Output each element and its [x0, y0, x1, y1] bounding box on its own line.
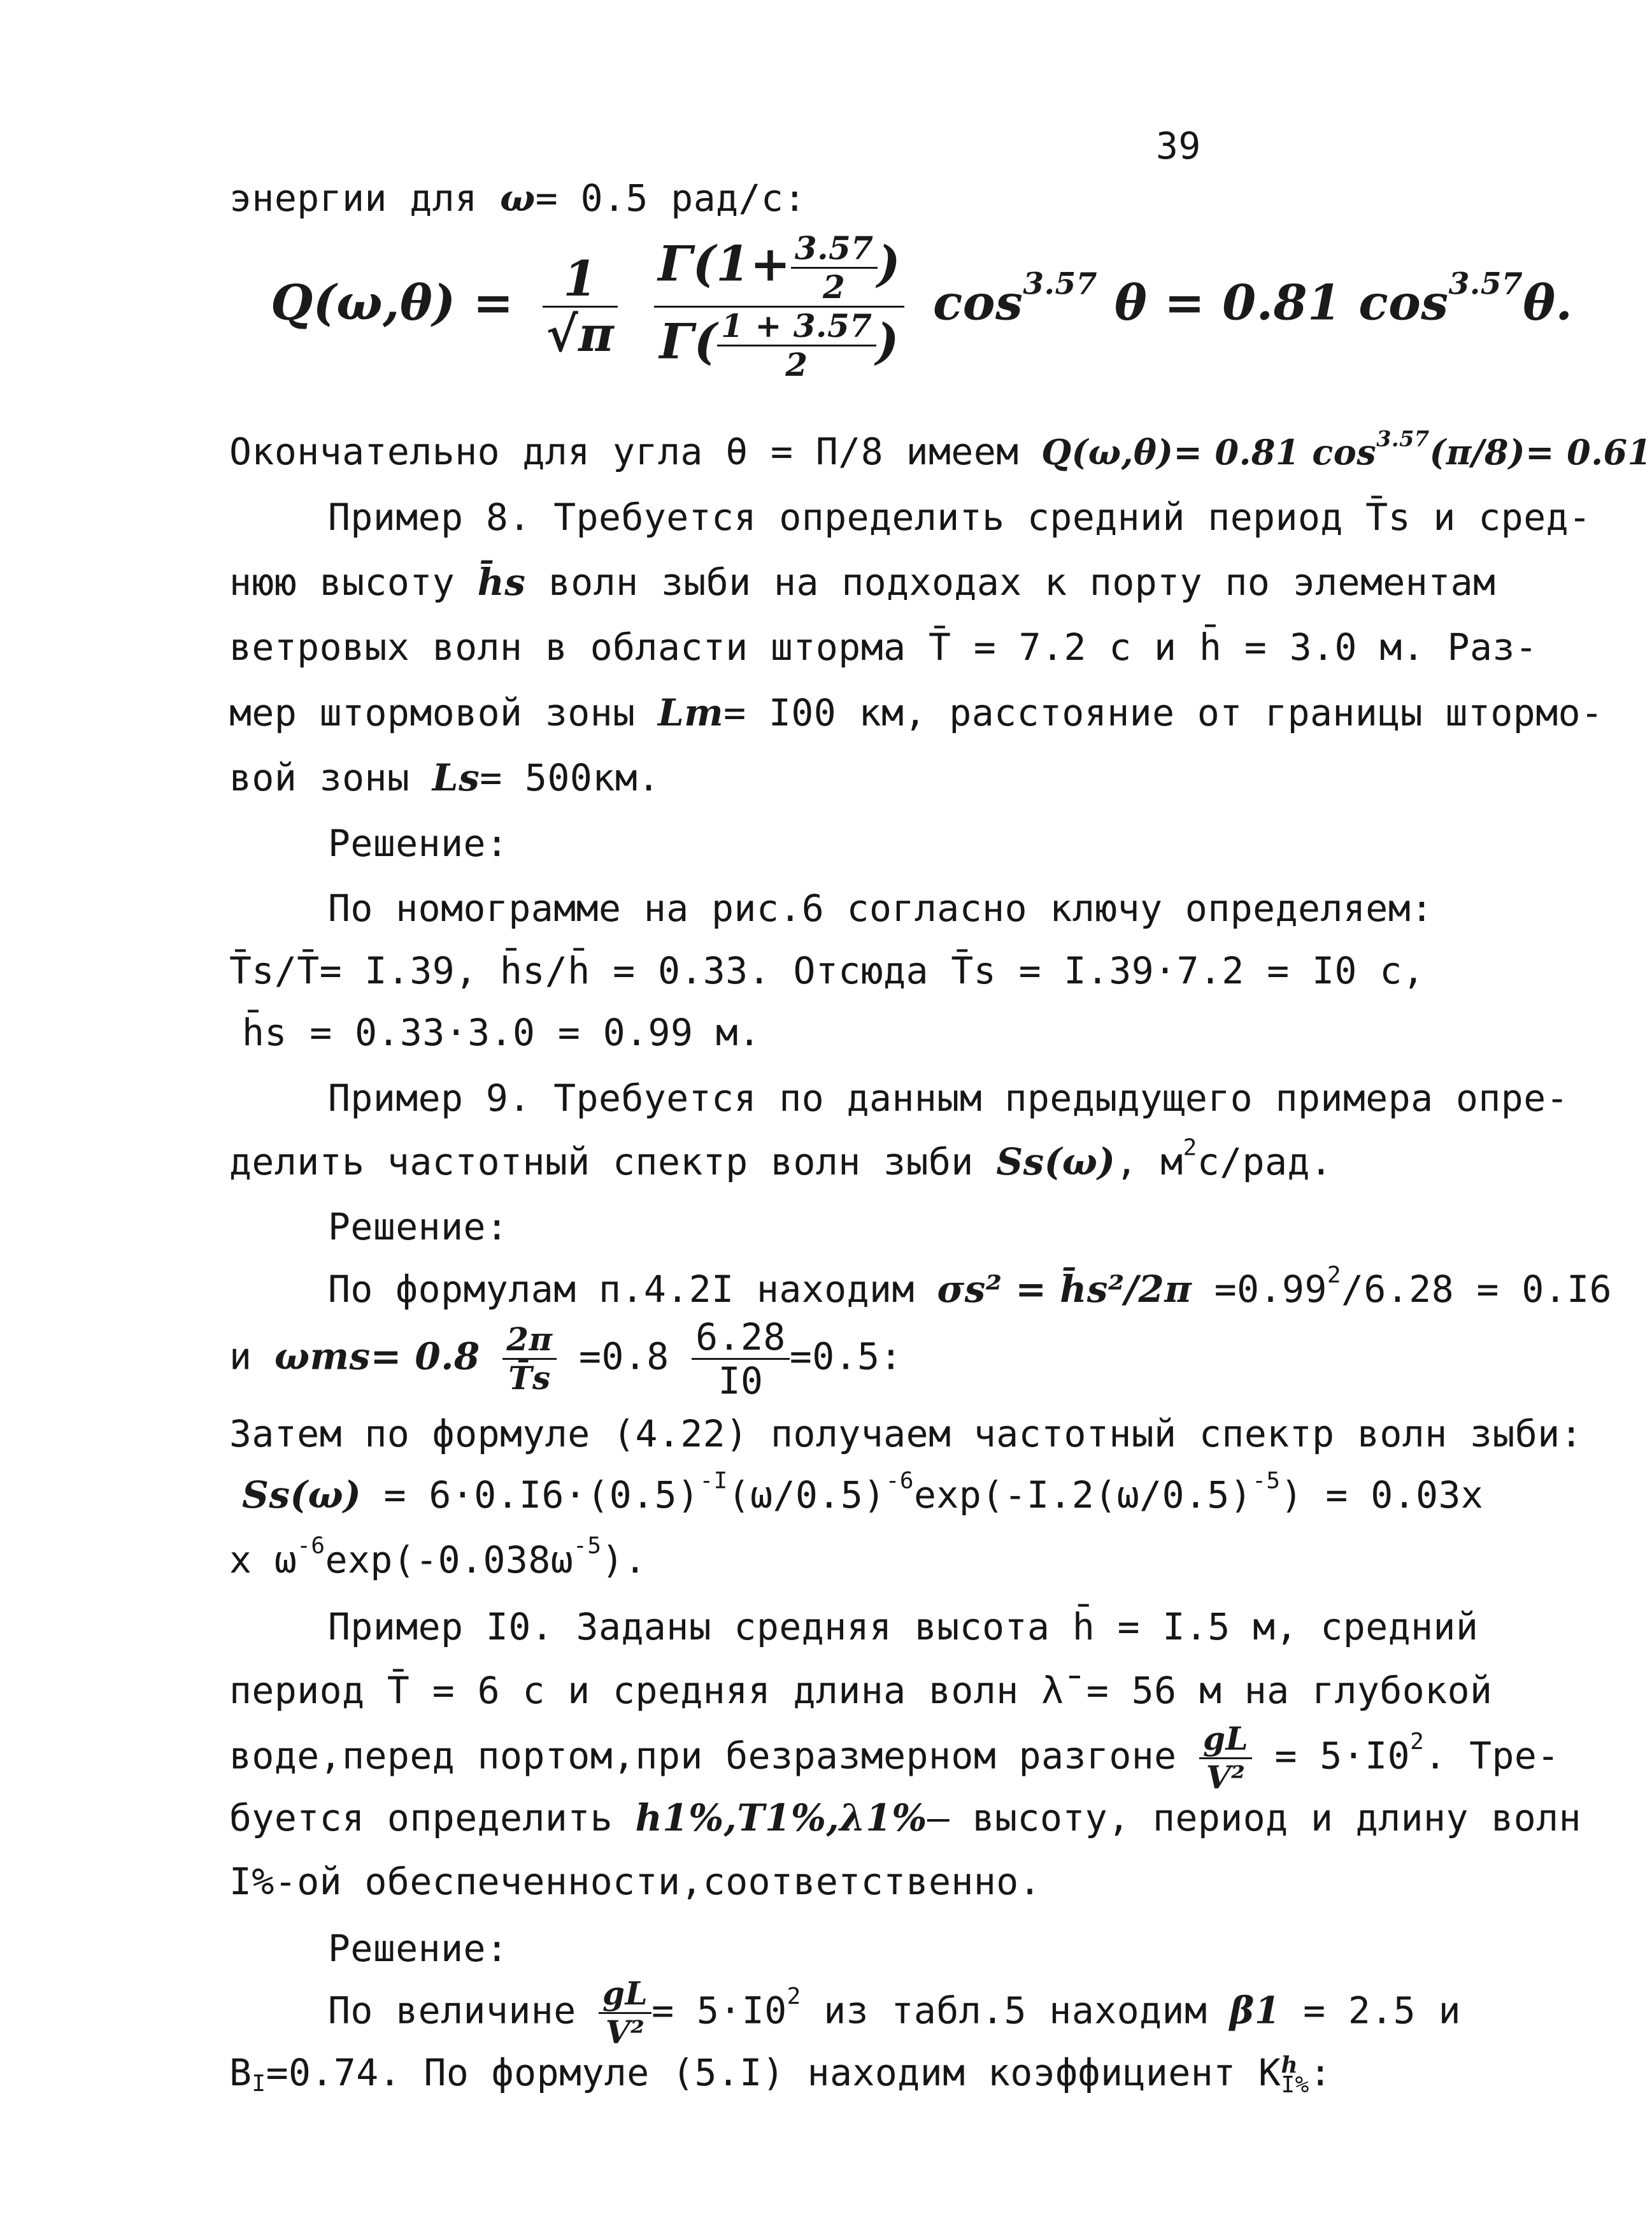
- line-26-text-a: По величине: [328, 1989, 599, 2032]
- line-25: Решение:: [328, 1927, 509, 1970]
- line-7-text-a: вой зоны: [229, 756, 432, 799]
- line-19-sup-2: -5: [573, 1532, 602, 1559]
- line-2-formula-a: Q(ω,θ)= 0.81 cos: [1041, 432, 1377, 473]
- gamma-den-inner-n: 1 + 3.57: [717, 310, 876, 346]
- k-coef-index: [1281, 2051, 1309, 2098]
- line-27: [229, 2051, 1332, 2098]
- gamma-den-inner-d: 2: [785, 346, 808, 383]
- formula-mid: θ = 0.81 cos: [1114, 274, 1449, 331]
- line-13-text-b: , м: [1115, 1140, 1183, 1183]
- line-21: период T̄ = 6 с и средняя длина волн λ̄ = 56 м на глубокой: [229, 1669, 1493, 1712]
- line-22-text-b: = 5·I0: [1252, 1734, 1411, 1778]
- line-22-frac-den: V²: [1206, 1759, 1246, 1796]
- sigma-formula: σs² = h̄s²/2π: [937, 1267, 1192, 1311]
- spectrum-symbol-2: Ss(ω): [242, 1473, 362, 1517]
- line-2-formula: [1041, 426, 1652, 473]
- line-15-text-b: =0.99: [1192, 1267, 1327, 1311]
- line-26: [328, 1974, 1462, 2051]
- gamma-den-a: Γ(: [659, 313, 718, 370]
- frac-den-sqrtpi: √π: [546, 306, 615, 362]
- line-26-frac: [599, 1974, 652, 2051]
- line-18-sup-3: -5: [1252, 1467, 1281, 1494]
- frac-den-gamma: [654, 308, 904, 381]
- line-7: [229, 756, 660, 799]
- line-7-text-b: = 500км.: [480, 756, 660, 799]
- line-11: h̄s = 0.33·3.0 = 0.99 м.: [242, 1011, 761, 1054]
- line-27-text-a: B: [229, 2051, 252, 2094]
- line-13-sup: 2: [1183, 1134, 1197, 1161]
- omega-symbol: ω: [500, 176, 536, 220]
- line-2: [229, 426, 1652, 473]
- formula-q-theta: [271, 229, 1573, 383]
- line-18-sup-1: -I: [699, 1467, 728, 1494]
- line-1: [229, 176, 806, 220]
- line-3: Пример 8. Требуется определить средний период T̄s и сред-: [328, 496, 1591, 539]
- line-13: [229, 1134, 1333, 1183]
- line-22-text-c: . Тре-: [1424, 1734, 1560, 1778]
- line-12: Пример 9. Требуется по данным предыдущего примера опре-: [328, 1076, 1569, 1120]
- line-26-text-c: из табл.5 находим: [801, 1989, 1230, 2032]
- k-coef-sup: h: [1281, 2051, 1299, 2078]
- line-13-text-c: с/рад.: [1197, 1140, 1333, 1183]
- line-15: [328, 1262, 1613, 1311]
- line-1-text-b: = 0.5 рад/с:: [535, 176, 806, 220]
- line-15-sup: 2: [1327, 1262, 1342, 1289]
- line-2-formula-exp: 3.57: [1376, 426, 1430, 452]
- line-20: Пример I0. Заданы средняя высота h̄ = I.5 м, средний: [328, 1605, 1479, 1648]
- line-19-text-b: exp(-0.038ω: [325, 1538, 574, 1582]
- gamma-num-inner-frac: [791, 229, 878, 306]
- gamma-den-b: ): [876, 313, 899, 370]
- line-1-text-a: энергии для: [229, 176, 501, 220]
- line-27-text-b: =0.74. По формуле (5.I) находим коэффициент K: [266, 2051, 1281, 2094]
- line-19-sup-1: -6: [297, 1532, 325, 1559]
- line-17: Затем по формуле (4.22) получаем частотный спектр волн зыби:: [229, 1412, 1583, 1455]
- line-18-sup-2: -6: [885, 1467, 914, 1494]
- l-s-symbol: Ls: [432, 756, 480, 799]
- line-18-text-a: = 6·0.I6·(0.5): [361, 1473, 700, 1517]
- line-23-text-b: – высоту, период и длину волн: [927, 1796, 1581, 1839]
- line-6-text-b: = I00 км, расстояние от границы штормо-: [723, 691, 1604, 734]
- line-16-frac-2: [692, 1315, 790, 1403]
- line-19: [229, 1532, 647, 1582]
- line-16-text-c: =0.5:: [789, 1334, 902, 1378]
- beta-symbol: β1: [1229, 1989, 1281, 2032]
- frac-num-one: 1: [543, 255, 618, 308]
- line-16-frac-2-num: 6.28: [692, 1318, 790, 1360]
- line-8: Решение:: [328, 822, 509, 865]
- line-4-text-b: волн зыби на подходах к порту по элементам: [525, 561, 1496, 604]
- line-4-text-a: нюю высоту: [229, 561, 455, 604]
- line-13-text-a: делить частотный спектр волн зыби: [229, 1140, 997, 1183]
- line-26-text-d: = 2.5 и: [1280, 1989, 1462, 2032]
- line-22: [229, 1720, 1560, 1796]
- spectrum-symbol: Ss(ω): [996, 1140, 1116, 1183]
- gamma-den-inner-frac: [717, 307, 876, 383]
- gamma-num-inner-d: 2: [823, 268, 846, 306]
- line-19-text-a: x ω: [229, 1538, 297, 1582]
- gamma-num-b: ): [877, 235, 901, 292]
- line-18-text-d: ) = 0.03x: [1280, 1473, 1484, 1517]
- formula-frac-one-sqrtpi: [543, 250, 618, 362]
- line-16-text-a: и: [229, 1334, 274, 1378]
- line-6: [229, 691, 1604, 734]
- formula-exp-2: 3.57: [1448, 266, 1523, 302]
- line-26-frac-num: gL: [599, 1978, 652, 2014]
- line-16: [229, 1315, 902, 1403]
- line-2-text: Окончательно для угла θ = П/8 имеем: [229, 430, 1019, 473]
- line-16-frac-1: [502, 1320, 556, 1397]
- line-15-text-c: /6.28 = 0.I6: [1341, 1267, 1613, 1311]
- line-23: [229, 1796, 1581, 1839]
- h-s-symbol: h̄s: [477, 561, 526, 604]
- line-26-sup: 2: [787, 1983, 801, 2010]
- l-m-symbol: Lm: [657, 691, 724, 734]
- k-coef-sub: I%: [1281, 2071, 1309, 2098]
- formula-q-lhs: Q(ω,θ) =: [271, 274, 514, 331]
- line-22-frac-num: gL: [1199, 1723, 1252, 1759]
- line-24: I%-ой обеспеченности,соответственно.: [229, 1860, 1042, 1903]
- line-6-text-a: мер штормовой зоны: [229, 691, 658, 734]
- page-number: 39: [1156, 124, 1201, 168]
- line-16-frac-2-den: I0: [718, 1359, 764, 1403]
- line-22-sup: 2: [1410, 1729, 1425, 1755]
- line-22-frac: [1199, 1720, 1252, 1796]
- line-15-text-a: По формулам п.4.2I находим: [328, 1267, 937, 1311]
- gamma-num-inner-n: 3.57: [791, 232, 878, 269]
- line-16-frac-1-num: 2π: [502, 1324, 556, 1360]
- gamma-num-a: Γ(1+: [658, 235, 791, 292]
- line-26-text-b: = 5·I0: [652, 1989, 787, 2032]
- frac-num-gamma: [654, 229, 904, 308]
- formula-exp-1: 3.57: [1023, 266, 1098, 302]
- line-18: [242, 1467, 1484, 1517]
- omega-ms-symbol: ωms= 0.8: [274, 1334, 480, 1378]
- line-26-frac-den: V²: [605, 2013, 645, 2051]
- h-t-lambda-1pct: h1%,T1%,λ1%: [635, 1796, 927, 1839]
- formula-cos: cos: [933, 274, 1023, 331]
- line-4: [229, 561, 1496, 604]
- line-23-text-a: буется определить: [229, 1796, 636, 1839]
- formula-frac-gamma: [654, 229, 904, 383]
- line-18-text-c: exp(-I.2(ω/0.5): [913, 1473, 1253, 1517]
- line-9: По номограмме на рис.6 согласно ключу определяем:: [328, 887, 1434, 930]
- line-5: ветровых волн в области шторма T̄ = 7.2 с и h̄ = 3.0 м. Раз-: [229, 625, 1538, 669]
- line-19-text-c: ).: [601, 1538, 647, 1582]
- formula-end: θ.: [1523, 274, 1573, 331]
- line-22-text-a: воде,перед портом,при безразмерном разгоне: [229, 1734, 1200, 1778]
- line-18-text-b: (ω/0.5): [727, 1473, 886, 1517]
- line-27-sub: I: [252, 2070, 266, 2097]
- line-2-formula-b: (π/8)= 0.61: [1429, 432, 1652, 473]
- line-16-text-b: =0.8: [579, 1334, 692, 1378]
- line-16-frac-1-den: T̄s: [508, 1359, 551, 1397]
- line-14: Решение:: [328, 1205, 509, 1248]
- line-27-text-c: :: [1309, 2051, 1332, 2094]
- line-10: T̄s/T̄= I.39, h̄s/h̄ = 0.33. Отсюда T̄s = I.39·7.2 = I0 с,: [229, 949, 1425, 992]
